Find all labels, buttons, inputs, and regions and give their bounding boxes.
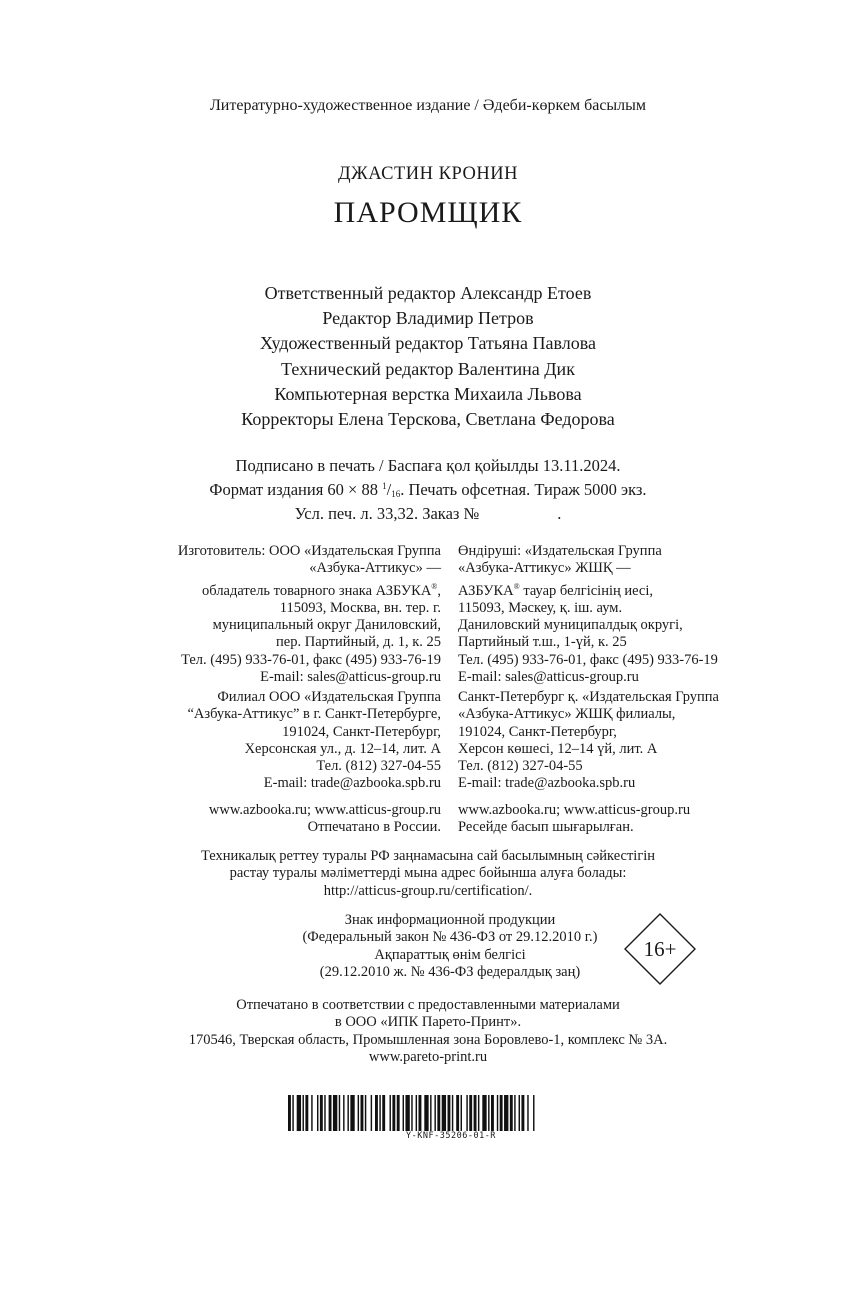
websites-kz: www.azbooka.ru; www.atticus-group.ru [458, 802, 691, 818]
branch-ru-line: Херсонская ул., д. 12–14, лит. А [244, 740, 441, 757]
trademark-text: АЗБУКА [458, 582, 514, 599]
barcode-bar [448, 1095, 451, 1131]
barcode-bar [514, 1095, 515, 1131]
barcode-bar [466, 1095, 467, 1131]
branch-ru-phone: Тел. (812) 327-04-55 [316, 758, 441, 775]
barcode-bar [419, 1095, 422, 1131]
format-numerator: 1 [382, 481, 387, 491]
footer-ru [209, 802, 441, 837]
credit-line: Редактор Владимир Петров [322, 308, 534, 329]
barcode-bar [437, 1095, 440, 1131]
printer-address: 170546, Тверская область, Промышленная зона Боровлево-1, комплекс № 3А. [188, 1031, 668, 1048]
certification-line: Техникалық реттеу туралы РФ заңнамасына сай басылымның сәйкестігін [200, 848, 656, 864]
barcode-bar [478, 1095, 479, 1131]
signed-date: Подписано в печать / Баспаға қол қойылды 13.11.2024. [235, 456, 621, 475]
manufacturer-ru-line [178, 578, 441, 600]
barcode-bar [371, 1095, 372, 1131]
credit-line: Компьютерная верстка Михаила Львова [274, 383, 582, 404]
barcode-bar [329, 1095, 332, 1131]
barcode-bar [305, 1095, 308, 1131]
format-line [0, 476, 856, 504]
manufacturer-ru-line: муниципальный округ Даниловский, [212, 617, 441, 634]
branch-ru-line: “Азбука-Аттикус” в г. Санкт-Петербурге, [187, 706, 441, 723]
barcode-bar [434, 1095, 435, 1131]
barcode-bar [361, 1095, 364, 1131]
format-fraction [382, 480, 400, 499]
barcode-bar [456, 1095, 459, 1131]
branch-kz-line: 191024, Санкт-Петербург, [458, 723, 617, 740]
websites-ru: www.azbooka.ru; www.atticus-group.ru [208, 802, 441, 818]
manufacturer-kz-line: Даниловский муниципалдық округі, [458, 617, 683, 634]
branch-kz-line: Санкт-Петербург қ. «Издательская Группа [458, 689, 719, 705]
trademark-tail: тауар белгісінің иесі, [519, 582, 654, 599]
registered-mark: ® [431, 581, 438, 591]
barcode-bar [533, 1095, 534, 1131]
author-name: ДЖАСТИН КРОНИН [338, 164, 518, 184]
branch-kz-line: Херсон көшесі, 12–14 үй, лит. А [458, 740, 658, 757]
info-sign-line: Ақпараттық өнім белгісі [374, 946, 526, 963]
manufacturer-kz-line: Партийный т.ш., 1-үй, к. 25 [458, 634, 627, 651]
barcode-bar [297, 1095, 301, 1131]
certification-line: растау туралы мәліметтерді мына адрес бойынша алуға болады: [229, 865, 627, 882]
trademark-text: обладатель товарного знака АЗБУКА [202, 582, 432, 599]
info-sign-line: (Федеральный закон № 436-ФЗ от 29.12.2010 г.) [302, 929, 598, 946]
printer-line: в ООО «ИПК Парето-Принт». [334, 1014, 522, 1031]
certification-block [0, 848, 856, 900]
registered-mark: ® [513, 581, 520, 591]
sheets-text: Усл. печ. л. 33,32. Заказ № [294, 504, 480, 523]
barcode-bar [500, 1095, 503, 1131]
manufacturer-ru-line: пер. Партийный, д. 1, к. 25 [276, 634, 441, 651]
barcode-bar [382, 1095, 385, 1131]
branch-kz-line: «Азбука-Аттикус» ЖШҚ филиалы, [458, 706, 676, 723]
credit-line: Ответственный редактор Александр Етоев [264, 283, 592, 303]
edition-type: Литературно-художественное издание / Әдеби-көркем басылым [209, 97, 647, 114]
manufacturer-kz-email: E-mail: sales@atticus-group.ru [458, 669, 639, 686]
barcode-bar [324, 1095, 325, 1131]
manufacturer-kz-line: Өндіруші: «Издательская Группа [458, 543, 662, 559]
credit-line: Художественный редактор Татьяна Павлова [260, 333, 596, 354]
barcode-bar [347, 1095, 348, 1131]
printed-in-kz: Ресейде басып шығарылған. [458, 819, 634, 836]
barcode-bar [320, 1095, 323, 1131]
manufacturer-kz-phone: Тел. (495) 933-76-01, факс (495) 933-76-19 [458, 651, 718, 668]
branch-ru-line: Филиал ООО «Издательская Группа [217, 689, 441, 705]
book-title: ПАРОМЩИК [333, 196, 523, 229]
barcode-bar [504, 1095, 508, 1131]
print-info-block [0, 456, 856, 524]
barcode-bar [317, 1095, 318, 1131]
barcode-bar [392, 1095, 395, 1131]
barcode-bar [510, 1095, 513, 1131]
manufacturer-ru-line: 115093, Москва, вн. тер. г. [279, 599, 441, 616]
manufacturer-kz [458, 543, 718, 686]
barcode-bar [424, 1095, 428, 1131]
barcode-bar [339, 1095, 340, 1131]
barcode-bar [343, 1095, 344, 1131]
info-sign-block [240, 912, 660, 981]
branch-ru-email: E-mail: trade@azbooka.spb.ru [263, 775, 441, 792]
format-prefix: Формат издания 60 × 88 [209, 480, 383, 499]
barcode-bar [333, 1095, 337, 1131]
branch-ru [187, 689, 441, 793]
barcode-bar [397, 1095, 400, 1131]
barcode-bar [411, 1095, 412, 1131]
barcode-bar [527, 1095, 528, 1131]
barcode-bar [405, 1095, 409, 1131]
branch-kz [458, 689, 719, 793]
barcode-bar [303, 1095, 304, 1131]
printer-line: Отпечатано в соответствии с предоставленными материалами [236, 997, 620, 1013]
branch-kz-phone: Тел. (812) 327-04-55 [458, 758, 583, 775]
credits-block [0, 281, 856, 432]
barcode-code: Y-KNF-35206-01-R [406, 1131, 496, 1141]
barcode-bar [442, 1095, 446, 1131]
format-denominator: 16 [391, 489, 401, 499]
barcode-bar [474, 1095, 477, 1131]
format-slash: / [386, 480, 392, 499]
barcode [288, 1095, 614, 1131]
age-rating-text: 16+ [643, 937, 677, 961]
manufacturer-ru-email: E-mail: sales@atticus-group.ru [260, 669, 441, 686]
barcode-bar [416, 1095, 417, 1131]
barcode-bar [452, 1095, 453, 1131]
format-suffix: . Печать офсетная. Тираж 5000 экз. [400, 480, 647, 499]
barcode-bar [390, 1095, 391, 1131]
info-sign-line: (29.12.2010 ж. № 436-ФЗ федералдық заң) [319, 963, 581, 980]
barcode-bar [521, 1095, 524, 1131]
manufacturer-ru-line: «Азбука-Аттикус» — [309, 560, 441, 577]
trademark-tail: , [437, 582, 441, 599]
credit-line: Корректоры Елена Терскова, Светлана Федорова [241, 409, 615, 430]
manufacturer-kz-line: «Азбука-Аттикус» ЖШҚ — [458, 560, 631, 577]
sheets-order [0, 504, 856, 524]
printer-website: www.pareto-print.ru [368, 1048, 488, 1065]
barcode-bar [292, 1095, 293, 1131]
printer-block [0, 997, 856, 1066]
manufacturer-ru [178, 543, 441, 686]
barcode-bar [497, 1095, 498, 1131]
barcode-bar [403, 1095, 404, 1131]
barcode-bar [519, 1095, 520, 1131]
barcode-bar [379, 1095, 380, 1131]
barcode-bar [491, 1095, 494, 1131]
barcode-bar [482, 1095, 486, 1131]
manufacturer-ru-line: Изготовитель: ООО «Издательская Группа [177, 543, 441, 559]
certification-url: http://atticus-group.ru/certification/. [323, 882, 533, 899]
age-rating-badge [624, 913, 696, 985]
manufacturer-kz-line [458, 578, 718, 600]
footer-kz [458, 802, 690, 837]
printed-in-ru: Отпечатано в России. [307, 819, 441, 836]
barcode-bar [288, 1095, 291, 1131]
barcode-bar [375, 1095, 378, 1131]
barcode-bar [350, 1095, 354, 1131]
info-sign-line: Знак информационной продукции [344, 912, 556, 928]
barcode-bar [311, 1095, 312, 1131]
barcode-bar [461, 1095, 462, 1131]
branch-kz-email: E-mail: trade@azbooka.spb.ru [458, 775, 636, 792]
branch-ru-line: 191024, Санкт-Петербург, [282, 723, 441, 740]
barcode-bar [488, 1095, 489, 1131]
sheets-end: . [557, 504, 562, 523]
manufacturer-ru-phone: Тел. (495) 933-76-01, факс (495) 933-76-19 [181, 651, 441, 668]
barcode-bar [358, 1095, 359, 1131]
manufacturer-kz-line: 115093, Мәскеу, қ. іш. аум. [458, 599, 623, 616]
barcode-bar [365, 1095, 366, 1131]
barcode-bar [430, 1095, 431, 1131]
barcode-bar [469, 1095, 472, 1131]
credit-line: Технический редактор Валентина Дик [281, 358, 575, 379]
